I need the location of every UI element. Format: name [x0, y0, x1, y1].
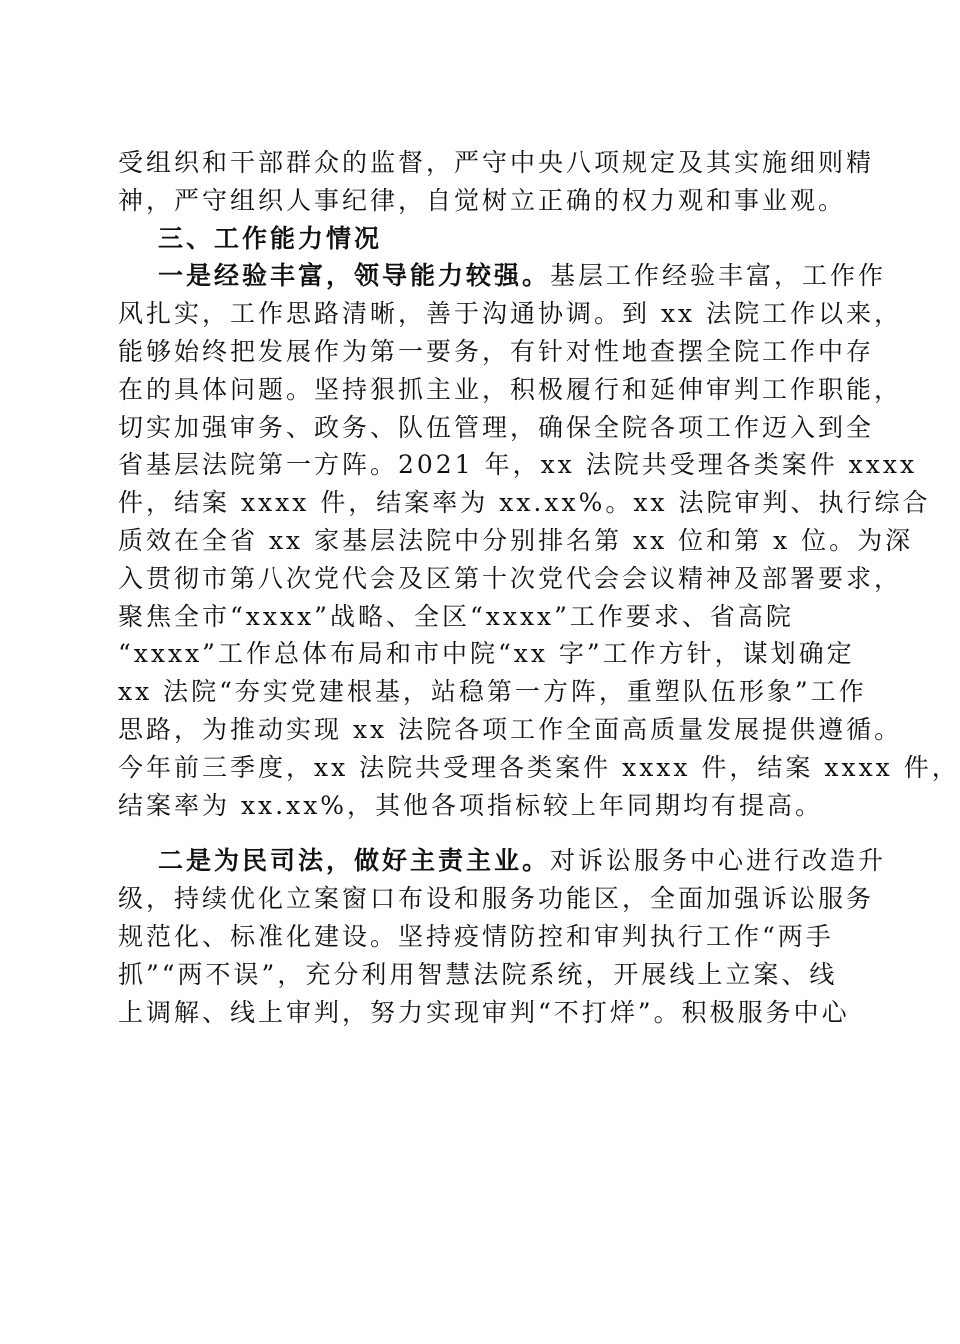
body-line: 聚焦全市“xxxx”战略、全区“xxxx”工作要求、省高院: [118, 601, 794, 631]
body-line: 抓”“两不误”，充分利用智慧法院系统，开展线上立案、线: [118, 959, 838, 989]
body-line: 思路，为推动实现 xx 法院各项工作全面高质量发展提供遵循。: [118, 714, 903, 744]
section-heading: 三、工作能力情况: [158, 223, 383, 253]
body-line: “xxxx”工作总体布局和市中院“xx 字”工作方针，谋划确定: [118, 639, 855, 669]
body-line: 省基层法院第一方阵。2021 年，xx 法院共受理各类案件 xxxx: [118, 450, 918, 480]
body-line: xx 法院“夯实党建根基，站稳第一方阵，重塑队伍形象”工作: [118, 677, 867, 707]
body-line: 件，结案 xxxx 件，结案率为 xx.xx%。xx 法院审判、执行综合: [118, 488, 931, 518]
body-line: 上调解、线上审判，努力实现审判“不打烊”。积极服务中心: [118, 997, 850, 1027]
body-line: 风扎实，工作思路清晰，善于沟通协调。到 xx 法院工作以来，: [118, 299, 903, 329]
body-line: 今年前三季度，xx 法院共受理各类案件 xxxx 件，结案 xxxx 件，: [118, 752, 960, 782]
body-line: 切实加强审务、政务、队伍管理，确保全院各项工作迈入到全: [118, 412, 875, 442]
paragraph-2-first-rest: 对诉讼服务中心进行改造升: [550, 846, 887, 876]
paragraph-1-first-rest: 基层工作经验丰富，工作作: [550, 261, 887, 291]
body-line: 入贯彻市第八次党代会及区第十次党代会会议精神及部署要求，: [118, 563, 903, 593]
body-line: 能够始终把发展作为第一要务，有针对性地查摆全院工作中存: [118, 336, 875, 366]
paragraph-2-lead: 二是为民司法，做好主责主业。: [158, 846, 551, 876]
paragraph-1-lead: 一是经验丰富，领导能力较强。: [158, 261, 551, 291]
body-line: 质效在全省 xx 家基层法院中分别排名第 xx 位和第 x 位。为深: [118, 525, 914, 555]
paragraph-2-first-line: [118, 842, 887, 880]
body-line: 规范化、标准化建设。坚持疫情防控和审判执行工作“两手: [118, 921, 834, 951]
paragraph-1-first-line: [118, 257, 887, 295]
document-body: [118, 144, 960, 1031]
body-line: 神，严守组织人事纪律，自觉树立正确的权力观和事业观。: [118, 185, 847, 215]
body-line: 在的具体问题。坚持狠抓主业，积极履行和延伸审判工作职能，: [118, 374, 903, 404]
body-line: 受组织和干部群众的监督，严守中央八项规定及其实施细则精: [118, 148, 875, 177]
body-line: 结案率为 xx.xx%，其他各项指标较上年同期均有提高。: [118, 790, 824, 820]
paragraph-gap: [118, 824, 830, 842]
body-line: 级，持续优化立案窗口布设和服务功能区，全面加强诉讼服务: [118, 884, 875, 914]
